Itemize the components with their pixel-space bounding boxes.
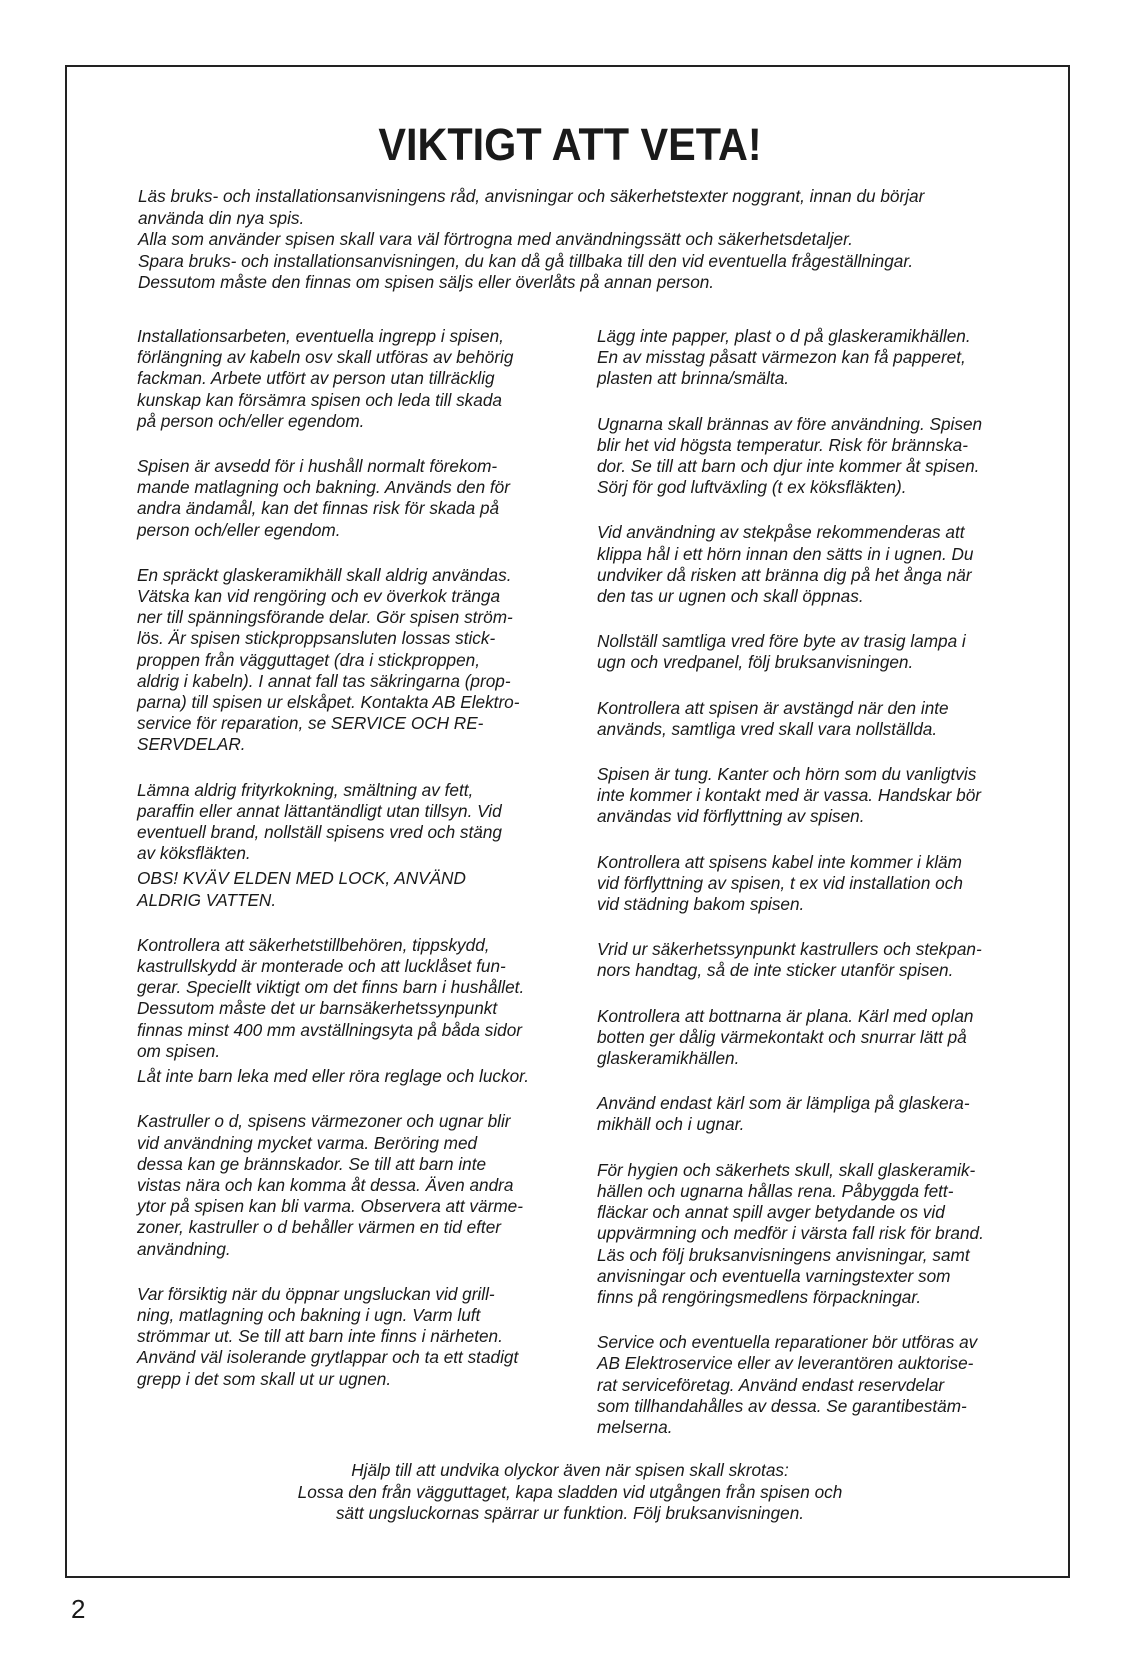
paragraph xyxy=(137,780,577,865)
intro-line: använda din nya spis. xyxy=(138,207,305,228)
paragraph-line: finnas minst 400 mm avställningsyta på båda sidor xyxy=(137,1019,523,1040)
paragraph-line: uppvärmning och medför i värsta fall risk för brand. xyxy=(597,1223,984,1244)
paragraph-line: finns på rengöringsmedlens förpackningar. xyxy=(597,1286,922,1307)
paragraph-line: gerar. Speciellt viktigt om det finns barn i hushållet. xyxy=(137,977,525,998)
paragraph-line: ugn och vredpanel, följ bruksanvisningen. xyxy=(597,652,914,673)
paragraph xyxy=(597,326,1037,390)
paragraph-line: Kontrollera att bottnarna är plana. Kärl med oplan xyxy=(597,1005,974,1026)
paragraph xyxy=(137,456,577,541)
paragraph-line: ALDRIG VATTEN. xyxy=(137,889,277,910)
paragraph-line: Spisen är avsedd för i hushåll normalt förekom- xyxy=(137,456,498,477)
paragraph-line: Service och eventuella reparationer bör utföras av xyxy=(597,1332,978,1353)
paragraph-line: eventuell brand, nollställ spisens vred och stäng xyxy=(137,822,502,843)
paragraph-line: strömmar ut. Se till att barn inte finns i närheten. xyxy=(137,1326,503,1347)
paragraph-line: dor. Se till att barn och djur inte kommer åt spisen. xyxy=(597,456,980,477)
paragraph-line: glaskeramikhällen. xyxy=(597,1048,740,1069)
paragraph-line: vistas nära och kan komma åt dessa. Även andra xyxy=(137,1174,514,1195)
paragraph-line: För hygien och säkerhets skull, skall glaskeramik- xyxy=(597,1159,976,1180)
page-title: VIKTIGT ATT VETA! xyxy=(378,119,762,170)
paragraph-line: mikhäll och i ugnar. xyxy=(597,1114,745,1135)
paragraph xyxy=(597,631,1037,673)
paragraph-line: inte kommer i kontakt med är vassa. Handskar bör xyxy=(597,785,982,806)
paragraph xyxy=(137,1284,577,1390)
paragraph-line: som tillhandahålles av dessa. Se garantibestäm- xyxy=(597,1395,967,1416)
paragraph-line: ner till spänningsförande delar. Gör spisen ström- xyxy=(137,607,513,628)
paragraph xyxy=(597,939,1037,981)
paragraph xyxy=(137,868,577,910)
paragraph-line: Installationsarbeten, eventuella ingrepp i spisen, xyxy=(137,326,504,346)
paragraph-line: person och/eller egendom. xyxy=(137,519,341,540)
footer-note xyxy=(0,1460,1140,1525)
paragraph-line: kunskap kan försämra spisen och leda till skada xyxy=(137,389,502,410)
footer-line: Lossa den från vägguttaget, kapa sladden vid utgången från spisen och xyxy=(297,1481,843,1502)
paragraph-line: rat serviceföretag. Använd endast reservdelar xyxy=(597,1374,945,1395)
paragraph xyxy=(137,1066,577,1087)
paragraph xyxy=(137,1111,577,1259)
paragraph-line: Kontrollera att säkerhetstillbehören, tippskydd, xyxy=(137,934,490,955)
paragraph-line: andra ändamål, kan det finnas risk för skada på xyxy=(137,498,500,519)
paragraph-line: paraffin eller annat lättantändligt utan tillsyn. Vid xyxy=(137,800,502,821)
paragraph-line: Nollställ samtliga vred före byte av trasig lampa i xyxy=(597,631,966,652)
paragraph xyxy=(597,1332,1037,1438)
paragraph-line: lös. Är spisen stickproppsansluten lossas stick- xyxy=(137,628,496,649)
right-column xyxy=(597,326,1037,1438)
paragraph-line: används, samtliga vred skall vara nollställda. xyxy=(597,718,938,739)
paragraph-line: användning. xyxy=(137,1238,231,1259)
paragraph xyxy=(137,326,577,432)
paragraph xyxy=(597,764,1037,828)
paragraph-line: grepp i det som skall ut ur ugnen. xyxy=(137,1368,392,1389)
paragraph xyxy=(137,565,577,756)
paragraph-line: Sörj för god luftväxling (t ex köksfläkten). xyxy=(597,477,907,498)
paragraph-line: fläckar och annat spill avger betydande os vid xyxy=(597,1202,945,1223)
paragraph-line: parna) till spisen ur elskåpet. Kontakta AB Elektro- xyxy=(137,692,520,713)
paragraph xyxy=(597,414,1037,499)
paragraph-line: blir het vid högsta temperatur. Risk för brännska- xyxy=(597,434,968,455)
paragraph-line: ytor på spisen kan bli varma. Observera att värme- xyxy=(137,1196,523,1217)
paragraph-line: Kontrollera att spisens kabel inte kommer i kläm xyxy=(597,851,962,872)
intro-text xyxy=(138,186,1038,294)
paragraph-line: Kontrollera att spisen är avstängd när den inte xyxy=(597,697,949,718)
paragraph-line: förlängning av kabeln osv skall utföras av behörig xyxy=(137,347,514,368)
paragraph-line: Vätska kan vid rengöring och ev överkok tränga xyxy=(137,586,501,607)
paragraph-line: proppen från vägguttaget (dra i stickproppen, xyxy=(137,649,481,670)
footer-line: Hjälp till att undvika olyckor även när spisen skall skrotas: xyxy=(351,1460,789,1480)
paragraph-line: aldrig i kabeln). I annat fall tas säkringarna (prop- xyxy=(137,670,511,691)
paragraph-line: Vrid ur säkerhetssynpunkt kastrullers och stekpan- xyxy=(597,939,982,960)
paragraph-line: fackman. Arbete utfört av person utan tillräcklig xyxy=(137,368,495,389)
paragraph-line: vid användning mycket varma. Beröring med xyxy=(137,1132,478,1153)
paragraph xyxy=(597,1006,1037,1070)
paragraph-line: av köksfläkten. xyxy=(137,843,251,864)
paragraph-line: melserna. xyxy=(597,1416,673,1437)
intro-line: Alla som använder spisen skall vara väl förtrogna med användningssätt och säkerhetsdetaljer. xyxy=(138,229,853,249)
paragraph-line: En spräckt glaskeramikhäll skall aldrig användas. xyxy=(137,564,512,585)
paragraph-line: Läs och följ bruksanvisningens anvisningar, samt xyxy=(597,1244,970,1265)
paragraph-line: Dessutom måste det ur barnsäkerhetssynpunkt xyxy=(137,998,498,1019)
paragraph-line: om spisen. xyxy=(137,1040,221,1061)
paragraph-line: zoner, kastruller o d behåller värmen en tid efter xyxy=(137,1217,501,1238)
paragraph-line: dessa kan ge brännskador. Se till att barn inte xyxy=(137,1153,487,1174)
paragraph-line: den tas ur ugnen och skall öppnas. xyxy=(597,586,864,607)
paragraph-line: Använd endast kärl som är lämpliga på glaskera- xyxy=(597,1093,970,1114)
paragraph-line: Spisen är tung. Kanter och hörn som du vanligtvis xyxy=(597,764,977,785)
paragraph-line: Kastruller o d, spisens värmezoner och ugnar blir xyxy=(137,1111,511,1132)
left-column xyxy=(137,326,577,1390)
paragraph xyxy=(597,852,1037,916)
paragraph-line: användas vid förflyttning av spisen. xyxy=(597,806,865,827)
paragraph-line: Var försiktig när du öppnar ungsluckan vid grill- xyxy=(137,1283,495,1304)
intro-line: Spara bruks- och installationsanvisningen, du kan då gå tillbaka till den vid eventuella frågeställningar. xyxy=(138,250,914,271)
paragraph-line: Vid användning av stekpåse rekommenderas att xyxy=(597,522,965,543)
paragraph xyxy=(597,698,1037,740)
paragraph-line: SERVDELAR. xyxy=(137,734,246,755)
paragraph-line: En av misstag påsatt värmezon kan få papperet, xyxy=(597,347,966,368)
paragraph-line: ning, matlagning och bakning i ugn. Varm luft xyxy=(137,1304,481,1325)
paragraph xyxy=(137,935,577,1062)
paragraph-line: Lämna aldrig frityrkokning, smältning av fett, xyxy=(137,779,474,800)
paragraph-line: Ugnarna skall brännas av före användning. Spisen xyxy=(597,413,983,434)
paragraph-line: botten ger dålig värmekontakt och snurrar lätt på xyxy=(597,1026,967,1047)
paragraph-line: klippa hål i ett hörn innan den sätts in i ugnen. Du xyxy=(597,543,974,564)
paragraph-line: anvisningar och eventuella varningstexter som xyxy=(597,1265,951,1286)
paragraph-line: på person och/eller egendom. xyxy=(137,410,365,431)
paragraph-line: undviker då risken att bränna dig på het ånga när xyxy=(597,564,972,585)
paragraph xyxy=(597,1093,1037,1135)
paragraph-line: hällen och ugnarna hållas rena. Påbyggda fett- xyxy=(597,1180,954,1201)
paragraph-line: vid förflyttning av spisen, t ex vid installation och xyxy=(597,872,963,893)
intro-line: Läs bruks- och installationsanvisningens råd, anvisningar och säkerhetstexter noggrant, innan du börjar xyxy=(138,186,925,206)
paragraph-line: kastrullskydd är monterade och att lucklåset fun- xyxy=(137,956,506,977)
footer-line: sätt ungsluckornas spärrar ur funktion. Följ bruksanvisningen. xyxy=(335,1503,805,1523)
intro-line: Dessutom måste den finnas om spisen säljs eller överlåts på annan person. xyxy=(138,272,715,292)
paragraph-line: Låt inte barn leka med eller röra reglage och luckor. xyxy=(137,1066,530,1087)
paragraph-line: Använd väl isolerande grytlappar och ta ett stadigt xyxy=(137,1347,519,1368)
paragraph xyxy=(597,522,1037,607)
page-number: 2 xyxy=(71,1594,86,1624)
paragraph xyxy=(597,1160,1037,1308)
paragraph-line: OBS! KVÄV ELDEN MED LOCK, ANVÄND xyxy=(137,868,466,889)
paragraph-line: nors handtag, så de inte sticker utanför spisen. xyxy=(597,960,954,981)
paragraph-line: AB Elektroservice eller av leverantören auktorise- xyxy=(597,1353,974,1374)
paragraph-line: Lägg inte papper, plast o d på glaskeramikhällen. xyxy=(597,326,971,346)
paragraph-line: plasten att brinna/smälta. xyxy=(597,368,790,389)
paragraph-line: mande matlagning och bakning. Används den för xyxy=(137,477,510,498)
paragraph-line: service för reparation, se SERVICE OCH RE- xyxy=(137,713,484,734)
paragraph-line: vid städning bakom spisen. xyxy=(597,894,805,915)
